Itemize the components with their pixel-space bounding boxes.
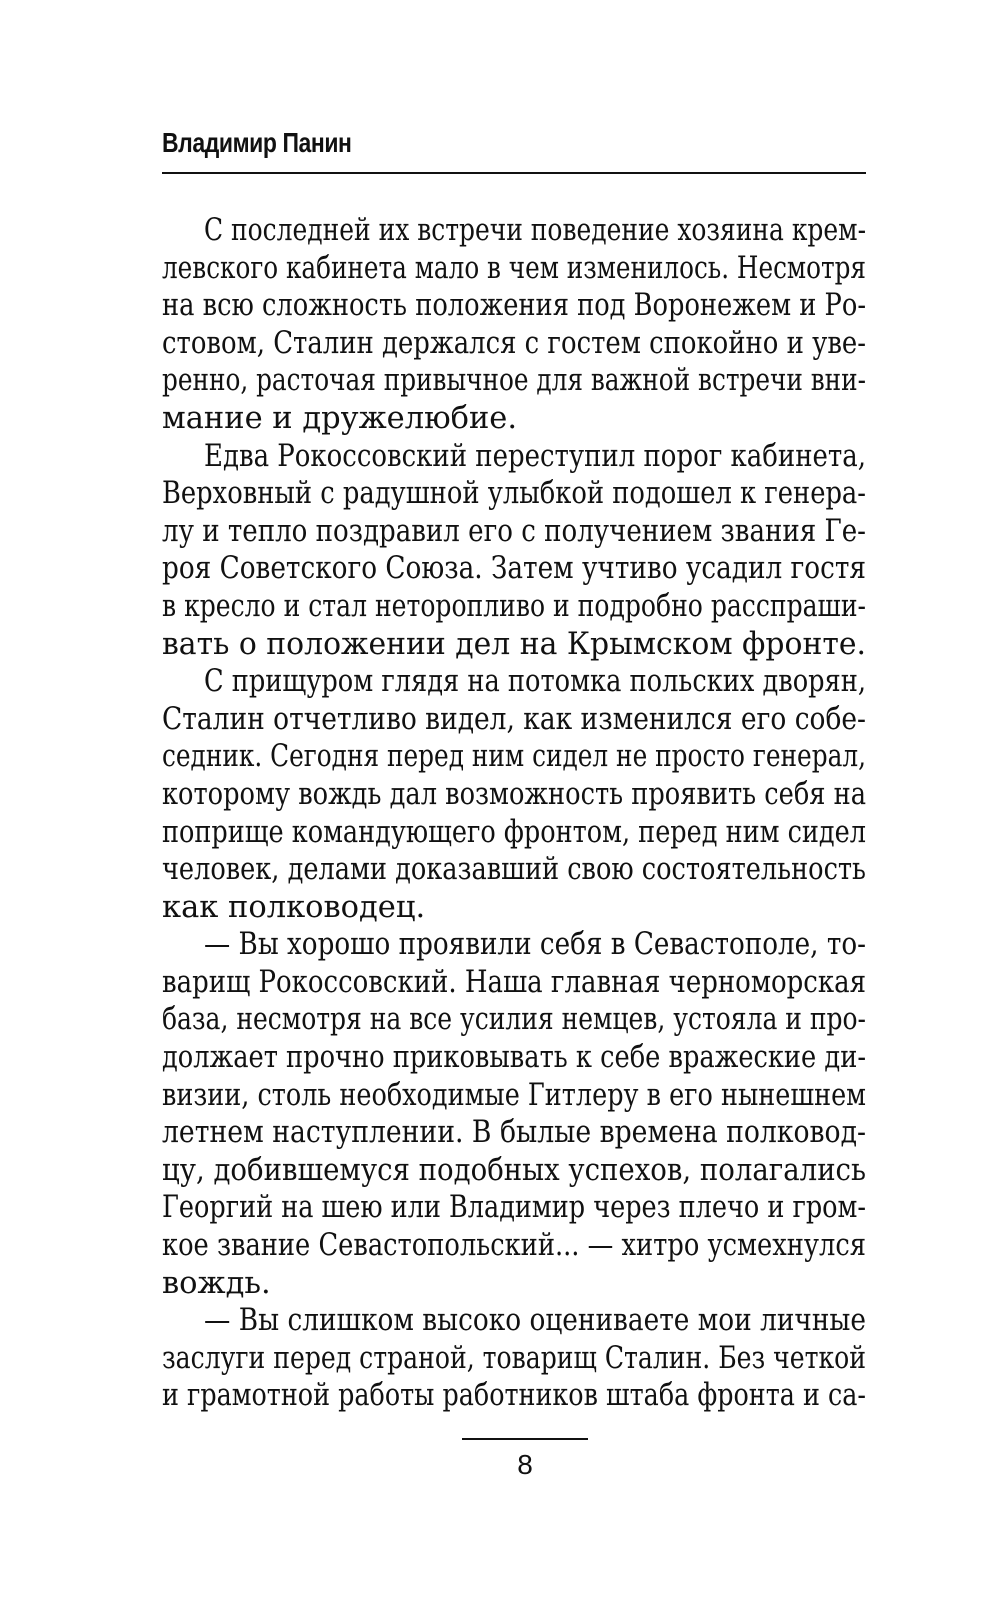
body-text [162,212,866,1415]
text-line: С последней их встречи поведение хозяина крем- [204,213,866,248]
text-line: стовом, Сталин держался с гостем спокойно и уве- [162,325,866,361]
text-line: заслуги перед страной, товарищ Сталин. Без четкой [162,1340,866,1376]
text-line: и грамотной работы работников штаба фронта и са- [162,1378,866,1414]
author-name: Владимир Панин [162,127,352,158]
text-line: которому вождь дал возможность проявить себя на [162,776,866,812]
text-line: — Вы слишком высоко оцениваете мои личные [204,1303,866,1339]
text-line: С прищуром глядя на потомка польских дворян, [204,664,866,700]
text-line: вождь. [162,1265,271,1301]
text-line: в кресло и стал неторопливо и подробно расспраши- [162,588,866,624]
text-line: как полководец. [162,889,426,925]
text-line: вать о положении дел на Крымском фронте. [162,626,866,662]
text-line: Едва Рокоссовский переступил порог кабинета, [204,438,866,474]
page-number: 8 [517,1449,533,1480]
text-line: лу и тепло поздравил его с получением звания Ге- [162,513,866,549]
text-line: на всю сложность положения под Воронежем и Ро- [162,288,866,324]
page-footer [462,1438,588,1482]
running-header [162,126,866,174]
text-line: человек, делами доказавший свою состоятельность [162,852,866,888]
text-line: варищ Рокоссовский. Наша главная черноморская [162,964,866,1000]
text-line: поприще командующего фронтом, перед ним сидел [162,814,866,850]
text-line: седник. Сегодня перед ним сидел не просто генерал, [162,739,866,775]
text-line: ренно, расточая привычное для важной встречи вни- [162,363,866,399]
text-line: Георгий на шею или Владимир через плечо и гром- [162,1190,866,1226]
text-line: цу, добившемуся подобных успехов, полагались [162,1152,866,1188]
text-line: Сталин отчетливо видел, как изменился его собе- [162,701,866,737]
text-line: левского кабинета мало в чем изменилось. Несмотря [162,250,866,286]
text-line: визии, столь необходимые Гитлеру в его нынешнем [162,1077,866,1113]
text-line: летнем наступлении. В былые времена полковод- [162,1115,866,1151]
text-line: кое звание Севастопольский... — хитро усмехнулся [162,1228,866,1264]
footer-rule [462,1438,588,1440]
text-line: должает прочно приковывать к себе вражеские ди- [162,1040,866,1076]
text-line: база, несмотря на все усилия немцев, устояла и про- [162,1002,866,1038]
text-line: роя Советского Союза. Затем учтиво усадил гостя [162,551,866,587]
text-line: — Вы хорошо проявили себя в Севастополе, то- [204,927,866,963]
text-line: Верховный с радушной улыбкой подошел к генера- [162,476,866,512]
text-line: мание и дружелюбие. [162,400,518,436]
